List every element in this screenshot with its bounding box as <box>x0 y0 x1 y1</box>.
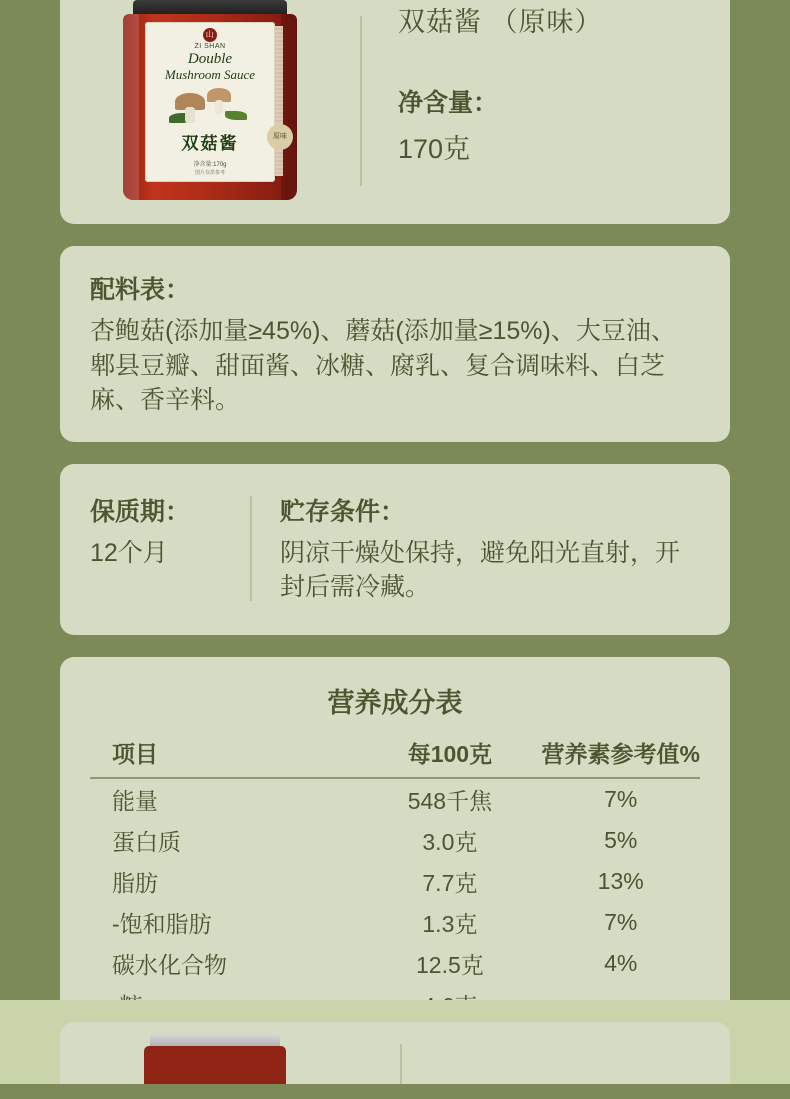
net-weight-label: 净含量： <box>398 89 499 117</box>
nutrition-cell-per100g: 1.3克 <box>422 910 478 937</box>
nutrition-cell-nrv: 7% <box>604 785 638 812</box>
nutrition-header-nrv: 营养素参考值% <box>541 734 700 778</box>
nutrition-cell-nrv: 13% <box>597 867 644 894</box>
product-image <box>60 0 360 206</box>
ingredients-body: 杏鲍菇(添加量≥45%)、蘑菇(添加量≥15%)、大豆油、郫县豆瓣、甜面酱、冰糖、腐乳、复合调味料、白芝麻、香辛料。 <box>90 317 676 414</box>
product-info <box>362 0 730 206</box>
jar-brand <box>151 28 269 50</box>
nutrition-cell-item: 能量 <box>112 787 158 814</box>
nutrition-cell-item: -饱和脂肪 <box>112 910 212 937</box>
product-summary-card <box>60 0 730 224</box>
table-row <box>90 861 700 902</box>
jar-flavor-badge: 原味 <box>267 124 293 150</box>
nutrition-cell-item: 蛋白质 <box>112 828 181 855</box>
nutrition-header-per100g: 每100克 <box>358 734 541 778</box>
jar-title-en-line2: Mushroom Sauce <box>164 66 256 82</box>
net-weight-value: 170克 <box>398 134 471 164</box>
next-card-divider <box>400 1044 402 1084</box>
shelf-storage-card <box>60 464 730 635</box>
nutrition-cell-per100g: 3.0克 <box>422 828 478 855</box>
brand-mark-icon: 山 <box>203 28 217 42</box>
nutrition-cell-item: 碳水化合物 <box>112 951 227 978</box>
mushroom-illustration-icon <box>167 85 253 127</box>
jar-tip-text: 图片仅供参考 <box>194 170 225 177</box>
nutrition-title: 营养成分表 <box>327 687 463 718</box>
nutrition-cell-item: 脂肪 <box>112 869 158 896</box>
nutrition-header-row <box>90 734 700 778</box>
nutrition-cell-nrv: 7% <box>604 908 638 935</box>
product-name: 双菇酱 （原味） <box>398 7 603 37</box>
table-row <box>90 778 700 820</box>
table-row <box>90 943 700 984</box>
next-product-image <box>140 1034 290 1084</box>
jar-illustration <box>115 0 305 200</box>
storage-block <box>252 492 700 605</box>
jar-title-cn: 双菇酱 <box>181 134 239 154</box>
nutrition-cell-nrv: 4% <box>604 949 638 976</box>
next-product-card <box>60 1022 730 1084</box>
shelf-life-block <box>90 492 250 605</box>
table-row <box>90 820 700 861</box>
nutrition-cell-per100g: 7.7克 <box>422 869 478 896</box>
nutrition-cell-per100g: 12.5克 <box>416 951 484 978</box>
jar-net-text: 净含量:170g <box>193 162 227 169</box>
ingredients-title: 配料表： <box>90 276 191 304</box>
ingredients-card <box>60 246 730 442</box>
jar-title-en-line1: Double <box>187 51 233 67</box>
shelf-life-value: 12个月 <box>90 538 168 567</box>
jar-highlight-right <box>281 14 297 200</box>
nutrition-cell-per100g: 548千焦 <box>407 787 493 814</box>
nutrition-header-item: 项目 <box>90 734 358 778</box>
table-row <box>90 902 700 943</box>
jar-body <box>123 14 297 200</box>
storage-value: 阴凉干燥处保持，避免阳光直射，开封后需冷藏。 <box>280 538 681 601</box>
jar-brand-en: ZI SHAN <box>194 43 226 50</box>
storage-title: 贮存条件： <box>280 497 406 526</box>
shelf-life-title: 保质期： <box>90 497 191 526</box>
nutrition-cell-nrv: 5% <box>604 826 638 853</box>
next-jar-body <box>144 1046 286 1084</box>
jar-highlight-left <box>123 14 139 200</box>
jar-label <box>145 22 287 182</box>
